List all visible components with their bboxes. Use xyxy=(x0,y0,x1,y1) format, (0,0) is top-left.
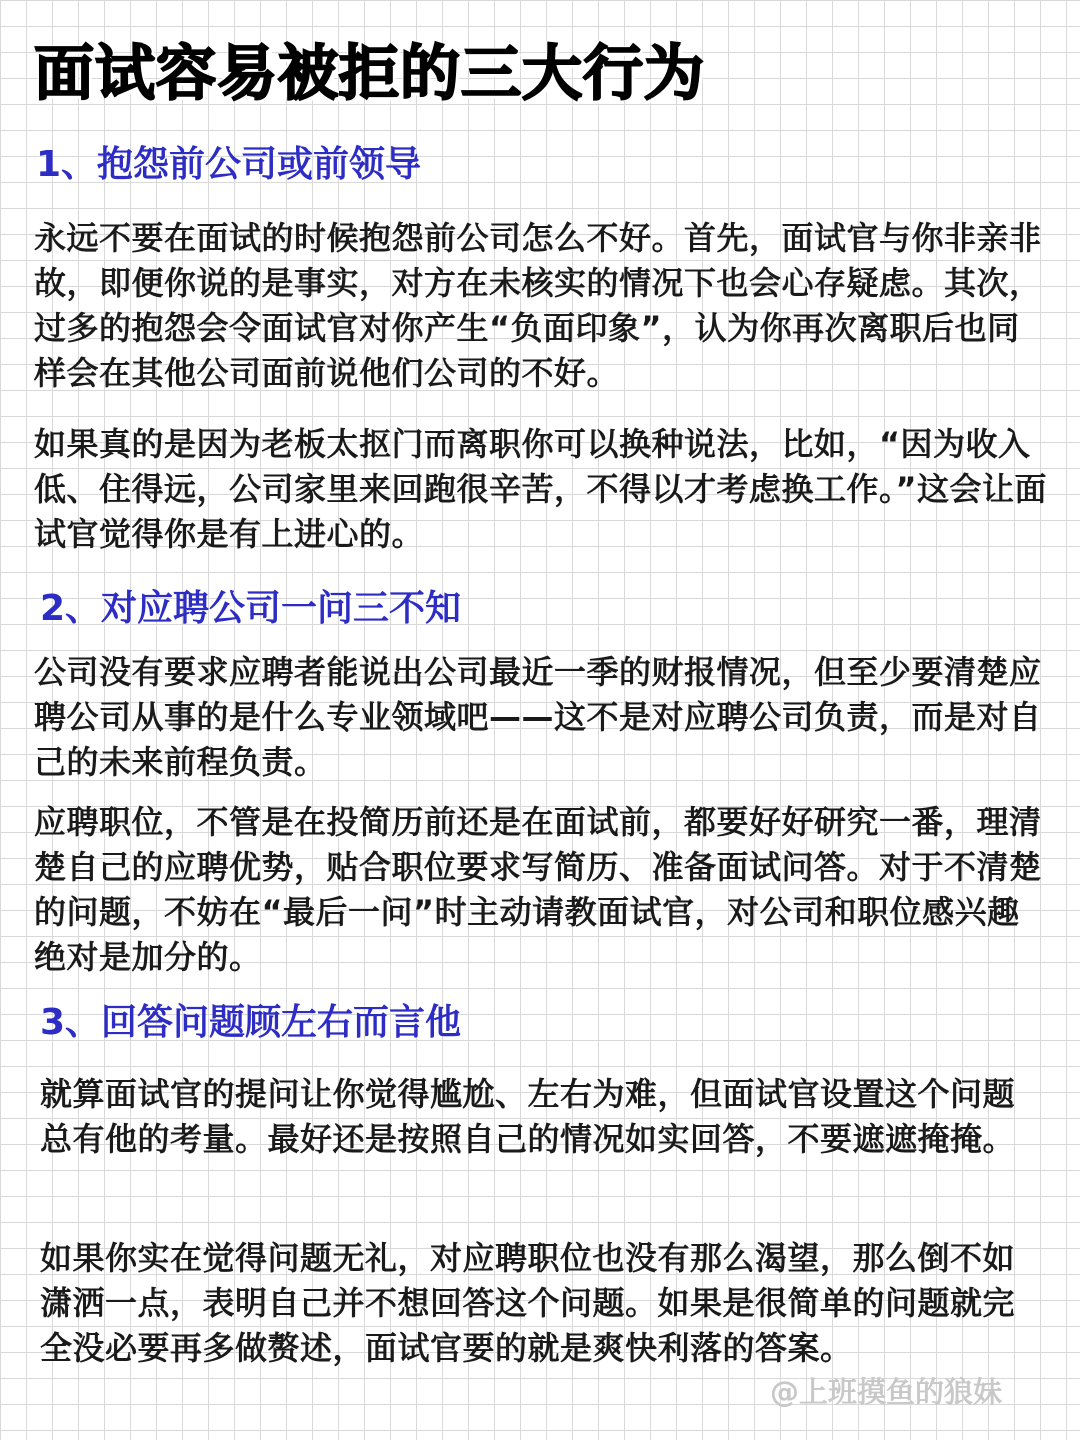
section-1-heading: 1、抱怨前公司或前领导 xyxy=(36,144,422,185)
section-2-paragraph-2: 应聘职位，不管是在投简历前还是在面试前，都要好好研究一番，理清楚自己的应聘优势，贴合职位要求写简历、准备面试问答。对于不清楚的问题，不妨在“最后一问”时主动请教面试官，对公司和职位感兴趣绝对是加分的。 xyxy=(34,803,1042,976)
section-2-heading: 2、对应聘公司一问三不知 xyxy=(40,588,462,629)
section-3-paragraph-2: 如果你实在觉得问题无礼，对应聘职位也没有那么渴望，那么倒不如潇洒一点，表明自己并不想回答这个问题。如果是很简单的问题就完全没必要再多做赘述，面试官要的就是爽快利落的答案。 xyxy=(40,1239,1016,1367)
section-2-paragraph-1: 公司没有要求应聘者能说出公司最近一季的财报情况，但至少要清楚应聘公司从事的是什么专业领域吧——这不是对应聘公司负责，而是对自己的未来前程负责。 xyxy=(34,653,1042,781)
section-1-paragraph-1: 永远不要在面试的时候抱怨前公司怎么不好。首先，面试官与你非亲非故，即便你说的是事实，对方在未核实的情况下也会心存疑虑。其次，过多的抱怨会令面试官对你产生“负面印象”，认为你再次离职后也同样会在其他公司面前说他们公司的不好。 xyxy=(34,219,1042,392)
author-watermark: @上班摸鱼的狼妹 xyxy=(769,1375,1002,1409)
section-3-paragraph-1: 就算面试官的提问让你觉得尴尬、左右为难，但面试官设置这个问题总有他的考量。最好还是按照自己的情况如实回答，不要遮遮掩掩。 xyxy=(40,1075,1016,1158)
page-title: 面试容易被拒的三大行为 xyxy=(34,39,705,109)
section-1-paragraph-2: 如果真的是因为老板太抠门而离职你可以换种说法，比如，“因为收入低、住得远，公司家里来回跑很辛苦，不得以才考虑换工作。”这会让面试官觉得你是有上进心的。 xyxy=(34,425,1048,553)
section-3-heading: 3、回答问题顾左右而言他 xyxy=(40,1002,462,1043)
